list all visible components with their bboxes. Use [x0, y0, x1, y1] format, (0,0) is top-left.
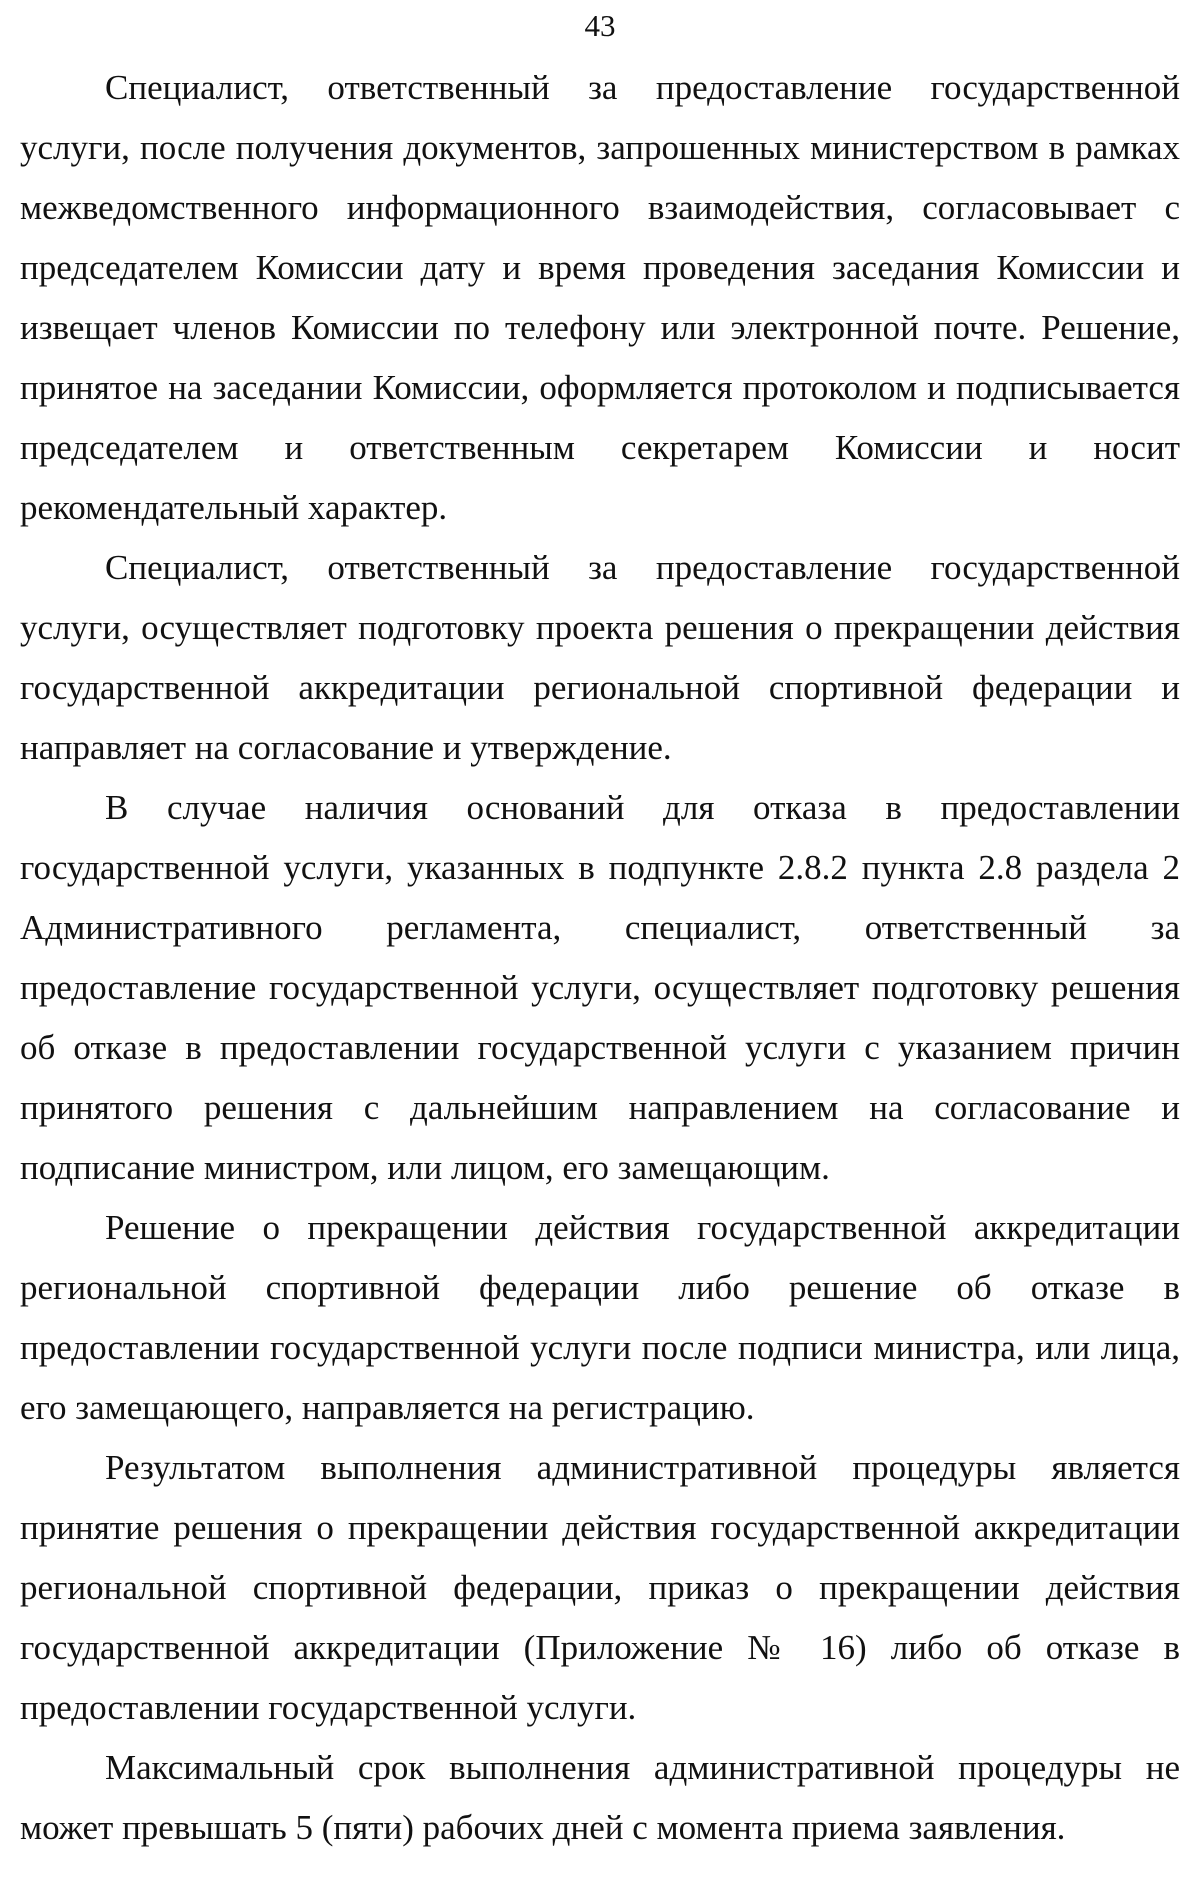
- paragraph-4: Решение о прекращении действия государственной аккредитации региональной спортивной федерации либо решение об отказе в предоставлении государственной услуги после подписи министра, или лица, его замещающего, направляется на регистрацию.: [20, 1208, 1180, 1427]
- paragraph-3: В случае наличия оснований для отказа в предоставлении государственной услуги, указанных в подпункте 2.8.2 пункта 2.8 раздела 2 Административного регламента, специалист, ответственный за предоставление государственной услуги, осуществляет подготовку решения об отказе в предоставлении государственной услуги с указанием причин принятого решения с дальнейшим направлением на согласование и подписание министром, или лицом, его замещающим.: [20, 788, 1180, 1187]
- page-number: 43: [584, 8, 616, 43]
- paragraph-2: Специалист, ответственный за предоставление государственной услуги, осуществляет подготовку проекта решения о прекращении действия государственной аккредитации региональной спортивной федерации и направляет на согласование и утверждение.: [20, 548, 1180, 767]
- document-body: [20, 58, 1180, 1858]
- paragraph-6: Максимальный срок выполнения административной процедуры не может превышать 5 (пяти) рабочих дней с момента приема заявления.: [20, 1748, 1180, 1847]
- paragraph-1: Специалист, ответственный за предоставление государственной услуги, после получения документов, запрошенных министерством в рамках межведомственного информационного взаимодействия, согласовывает с председателем Комиссии дату и время проведения заседания Комиссии и извещает членов Комиссии по телефону или электронной почте. Решение, принятое на заседании Комиссии, оформляется протоколом и подписывается председателем и ответственным секретарем Комиссии и носит рекомендательный характер.: [20, 68, 1180, 527]
- paragraph-5: Результатом выполнения административной процедуры является принятие решения о прекращении действия государственной аккредитации региональной спортивной федерации, приказ о прекращении действия государственной аккредитации (Приложение № 16) либо об отказе в предоставлении государственной услуги.: [20, 1448, 1180, 1727]
